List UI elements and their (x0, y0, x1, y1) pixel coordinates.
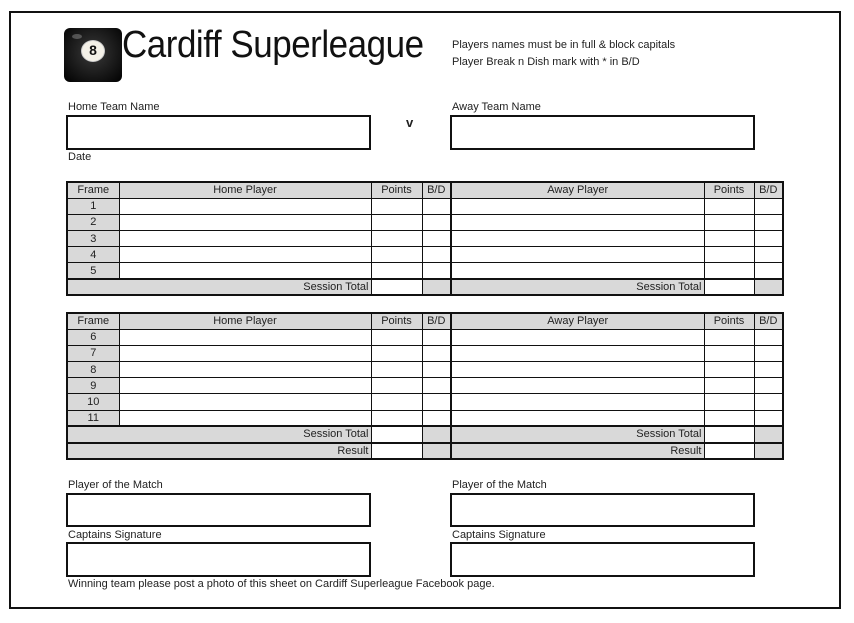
home-points-cell[interactable] (371, 231, 422, 247)
away-session-total-bd (754, 426, 783, 442)
logo-number: 8 (89, 42, 97, 58)
home-signature-label: Captains Signature (68, 529, 162, 541)
away-points-header: Points (704, 182, 754, 198)
away-player-cell[interactable] (451, 198, 704, 214)
home-points-header: Points (371, 313, 422, 329)
table-row (67, 362, 783, 378)
home-points-cell[interactable] (371, 362, 422, 378)
away-player-cell[interactable] (451, 410, 704, 426)
table-row (67, 345, 783, 361)
home-session-total-bd (422, 279, 451, 295)
frame-number: 6 (67, 329, 119, 345)
home-team-field[interactable] (66, 115, 371, 150)
frame-number: 4 (67, 247, 119, 263)
home-player-header: Home Player (119, 313, 371, 329)
note-names: Players names must be in full & block capitals (452, 39, 676, 51)
table-row (67, 329, 783, 345)
home-bd-cell[interactable] (422, 329, 451, 345)
table-row (67, 410, 783, 426)
away-player-cell[interactable] (451, 263, 704, 279)
away-signature-field[interactable] (450, 542, 755, 577)
brand-title: Cardiff Superleague (122, 24, 424, 66)
away-points-cell[interactable] (704, 410, 754, 426)
home-points-cell[interactable] (371, 378, 422, 394)
home-bd-cell[interactable] (422, 378, 451, 394)
away-bd-header: B/D (754, 313, 783, 329)
home-session-total-points[interactable] (371, 426, 422, 442)
frame-number: 9 (67, 378, 119, 394)
away-bd-cell[interactable] (754, 378, 783, 394)
frame-header: Frame (67, 182, 119, 198)
away-points-cell[interactable] (704, 263, 754, 279)
away-points-cell[interactable] (704, 247, 754, 263)
table-row (67, 198, 783, 214)
home-player-cell[interactable] (119, 329, 371, 345)
table-row (67, 247, 783, 263)
home-bd-cell[interactable] (422, 214, 451, 230)
away-bd-cell[interactable] (754, 410, 783, 426)
away-session-total-label: Session Total (451, 279, 704, 295)
away-team-label: Away Team Name (452, 101, 541, 113)
away-player-cell[interactable] (451, 345, 704, 361)
home-bd-cell[interactable] (422, 362, 451, 378)
away-points-cell[interactable] (704, 394, 754, 410)
home-points-cell[interactable] (371, 214, 422, 230)
session-total-row (67, 426, 783, 442)
versus-label: v (406, 115, 414, 130)
home-player-header: Home Player (119, 182, 371, 198)
home-player-cell[interactable] (119, 198, 371, 214)
home-player-cell[interactable] (119, 394, 371, 410)
table-header-row (67, 182, 783, 198)
away-player-header: Away Player (451, 313, 704, 329)
home-points-cell[interactable] (371, 394, 422, 410)
home-points-cell[interactable] (371, 345, 422, 361)
away-bd-cell[interactable] (754, 329, 783, 345)
table-row (67, 378, 783, 394)
home-bd-cell[interactable] (422, 410, 451, 426)
eight-ball-icon (64, 28, 122, 82)
home-bd-cell[interactable] (422, 231, 451, 247)
frame-header: Frame (67, 313, 119, 329)
frame-number: 3 (67, 231, 119, 247)
away-result-cell[interactable] (704, 443, 754, 459)
table-row (67, 394, 783, 410)
frame-number: 11 (67, 410, 119, 426)
away-player-cell[interactable] (451, 214, 704, 230)
away-player-cell[interactable] (451, 247, 704, 263)
away-points-cell[interactable] (704, 214, 754, 230)
away-bd-cell[interactable] (754, 345, 783, 361)
date-label: Date (68, 151, 92, 163)
away-player-cell[interactable] (451, 394, 704, 410)
home-session-total-label: Session Total (67, 426, 371, 442)
frame-number: 1 (67, 198, 119, 214)
home-points-cell[interactable] (371, 263, 422, 279)
away-potm-field[interactable] (450, 493, 755, 527)
home-points-cell[interactable] (371, 198, 422, 214)
frame-number: 5 (67, 263, 119, 279)
table-row (67, 214, 783, 230)
home-bd-cell[interactable] (422, 263, 451, 279)
logo-ring (81, 40, 105, 62)
away-signature-label: Captains Signature (452, 529, 546, 541)
home-player-cell[interactable] (119, 362, 371, 378)
away-bd-cell[interactable] (754, 247, 783, 263)
session-1-table (66, 181, 784, 296)
home-result-bd (422, 443, 451, 459)
home-session-total-points[interactable] (371, 279, 422, 295)
home-points-cell[interactable] (371, 329, 422, 345)
away-bd-cell[interactable] (754, 214, 783, 230)
away-bd-cell[interactable] (754, 394, 783, 410)
home-potm-field[interactable] (66, 493, 371, 527)
home-points-cell[interactable] (371, 247, 422, 263)
away-result-label: Result (451, 443, 704, 459)
frame-number: 10 (67, 394, 119, 410)
home-bd-cell[interactable] (422, 198, 451, 214)
away-points-header: Points (704, 313, 754, 329)
home-bd-cell[interactable] (422, 247, 451, 263)
away-points-cell[interactable] (704, 231, 754, 247)
away-points-cell[interactable] (704, 329, 754, 345)
away-bd-cell[interactable] (754, 198, 783, 214)
home-points-header: Points (371, 182, 422, 198)
note-break-dish: Player Break n Dish mark with * in B/D (452, 56, 640, 68)
home-player-cell[interactable] (119, 214, 371, 230)
away-player-cell[interactable] (451, 329, 704, 345)
logo-shine (72, 34, 82, 39)
away-player-cell[interactable] (451, 378, 704, 394)
home-team-label: Home Team Name (68, 101, 160, 113)
away-player-cell[interactable] (451, 231, 704, 247)
away-bd-header: B/D (754, 182, 783, 198)
table-header-row (67, 313, 783, 329)
away-potm-label: Player of the Match (452, 479, 547, 491)
session-2-table (66, 312, 784, 460)
result-row (67, 443, 783, 459)
away-session-total-points[interactable] (704, 426, 754, 442)
home-bd-cell[interactable] (422, 394, 451, 410)
home-bd-header: B/D (422, 182, 451, 198)
home-points-cell[interactable] (371, 410, 422, 426)
footer-note: Winning team please post a photo of this sheet on Cardiff Superleague Facebook page. (68, 578, 495, 590)
home-player-cell[interactable] (119, 247, 371, 263)
away-bd-cell[interactable] (754, 362, 783, 378)
away-bd-cell[interactable] (754, 263, 783, 279)
home-player-cell[interactable] (119, 378, 371, 394)
away-player-header: Away Player (451, 182, 704, 198)
home-bd-header: B/D (422, 313, 451, 329)
home-player-cell[interactable] (119, 231, 371, 247)
home-session-total-bd (422, 426, 451, 442)
home-player-cell[interactable] (119, 345, 371, 361)
home-potm-label: Player of the Match (68, 479, 163, 491)
away-points-cell[interactable] (704, 198, 754, 214)
away-points-cell[interactable] (704, 345, 754, 361)
away-points-cell[interactable] (704, 362, 754, 378)
away-player-cell[interactable] (451, 362, 704, 378)
away-session-total-bd (754, 279, 783, 295)
home-player-cell[interactable] (119, 263, 371, 279)
away-session-total-label: Session Total (451, 426, 704, 442)
away-result-bd (754, 443, 783, 459)
away-team-field[interactable] (450, 115, 755, 150)
home-player-cell[interactable] (119, 410, 371, 426)
home-result-label: Result (67, 443, 371, 459)
away-session-total-points[interactable] (704, 279, 754, 295)
frame-number: 2 (67, 214, 119, 230)
away-points-cell[interactable] (704, 378, 754, 394)
home-signature-field[interactable] (66, 542, 371, 577)
frame-number: 8 (67, 362, 119, 378)
frame-number: 7 (67, 345, 119, 361)
table-row (67, 231, 783, 247)
table-row (67, 263, 783, 279)
away-bd-cell[interactable] (754, 231, 783, 247)
home-result-cell[interactable] (371, 443, 422, 459)
home-bd-cell[interactable] (422, 345, 451, 361)
home-session-total-label: Session Total (67, 279, 371, 295)
session-total-row (67, 279, 783, 295)
